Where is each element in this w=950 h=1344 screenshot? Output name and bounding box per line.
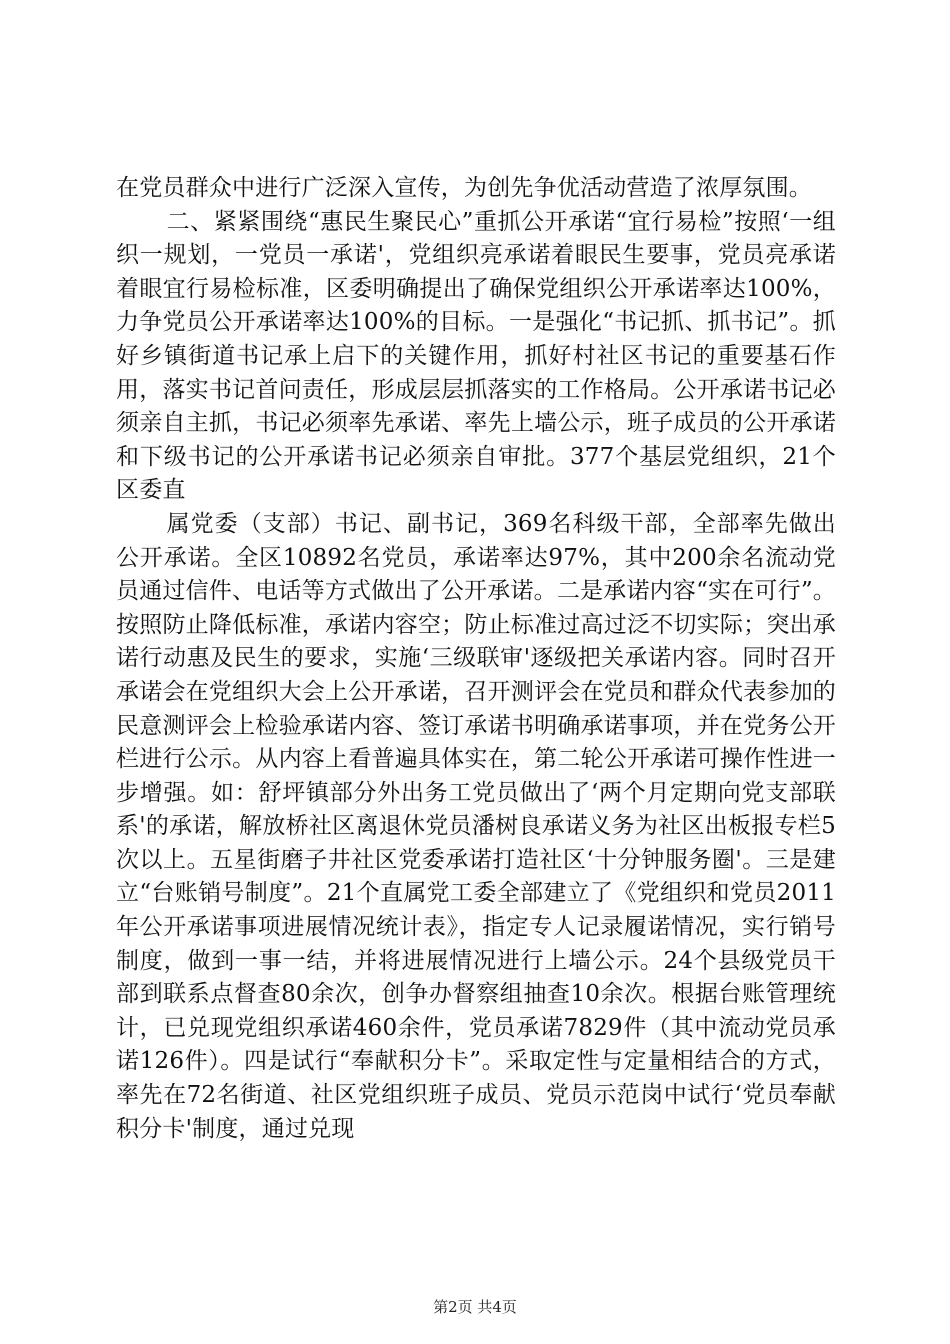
document-body <box>116 172 836 1146</box>
paragraph-1: 在党员群众中进行广泛深入宣传，为创先争优活动营造了浓厚氛围。 <box>116 175 812 201</box>
page-number: 第2页 共4页 <box>433 1298 517 1316</box>
paragraph-2: 二、紧紧围绕“惠民生聚民心”重抓公开承诺“宜行易检”按照‘一组织一规划，一党员一承诺'，党组织亮承诺着眼民生要事，党员亮承诺着眼宜行易检标准，区委明确提出了确保党组织公开承诺率达100%，力争党员公开承诺率达100%的目标。一是强化“书记抓、抓书记”。抓好乡镇街道书记承上启下的关键作用，抓好村社区书记的重要基石作用，落实书记首问责任，形成层层抓落实的工作格局。公开承诺书记必须亲自主抓，书记必须率先承诺、率先上墙公示，班子成员的公开承诺和下级书记的公开承诺书记必须亲自审批。377个基层党组织，21个区委直 <box>116 208 836 504</box>
paragraph-3: 属党委（支部）书记、副书记，369名科级干部，全部率先做出公开承诺。全区10892名党员，承诺率达97%，其中200余名流动党员通过信件、电话等方式做出了公开承诺。二是承诺内容“实在可行”。按照防止降低标准，承诺内容空；防止标准过高过泛不切实际；突出承诺行动惠及民生的要求，实施‘三级联审'逐级把关承诺内容。同时召开承诺会在党组织大会上公开承诺，召开测评会在党员和群众代表参加的民意测评会上检验承诺内容、签订承诺书明确承诺事项，并在党务公开栏进行公示。从内容上看普遍具体实在，第二轮公开承诺可操作性进一步增强。如：舒坪镇部分外出务工党员做出了‘两个月定期向党支部联系'的承诺，解放桥社区离退休党员潘树良承诺义务为社区出板报专栏5次以上。五星街磨子井社区党委承诺打造社区‘十分钟服务圈'。三是建立“台账销号制度”。21个直属党工委全部建立了《党组织和党员2011年公开承诺事项进展情况统计表》，指定专人记录履诺情况，实行销号制度，做到一事一结，并将进展情况进行上墙公示。24个县级党员干部到联系点督查80余次，创争办督察组抽查10余次。根据台账管理统计，已兑现党组织承诺460余件，党员承诺7829件（其中流动党员承诺126件）。四是试行“奉献积分卡”。采取定性与定量相结合的方式，率先在72名街道、社区党组织班子成员、党员示范岗中试行‘党员奉献积分卡'制度，通过兑现 <box>116 510 836 1142</box>
page-footer <box>0 1296 950 1317</box>
